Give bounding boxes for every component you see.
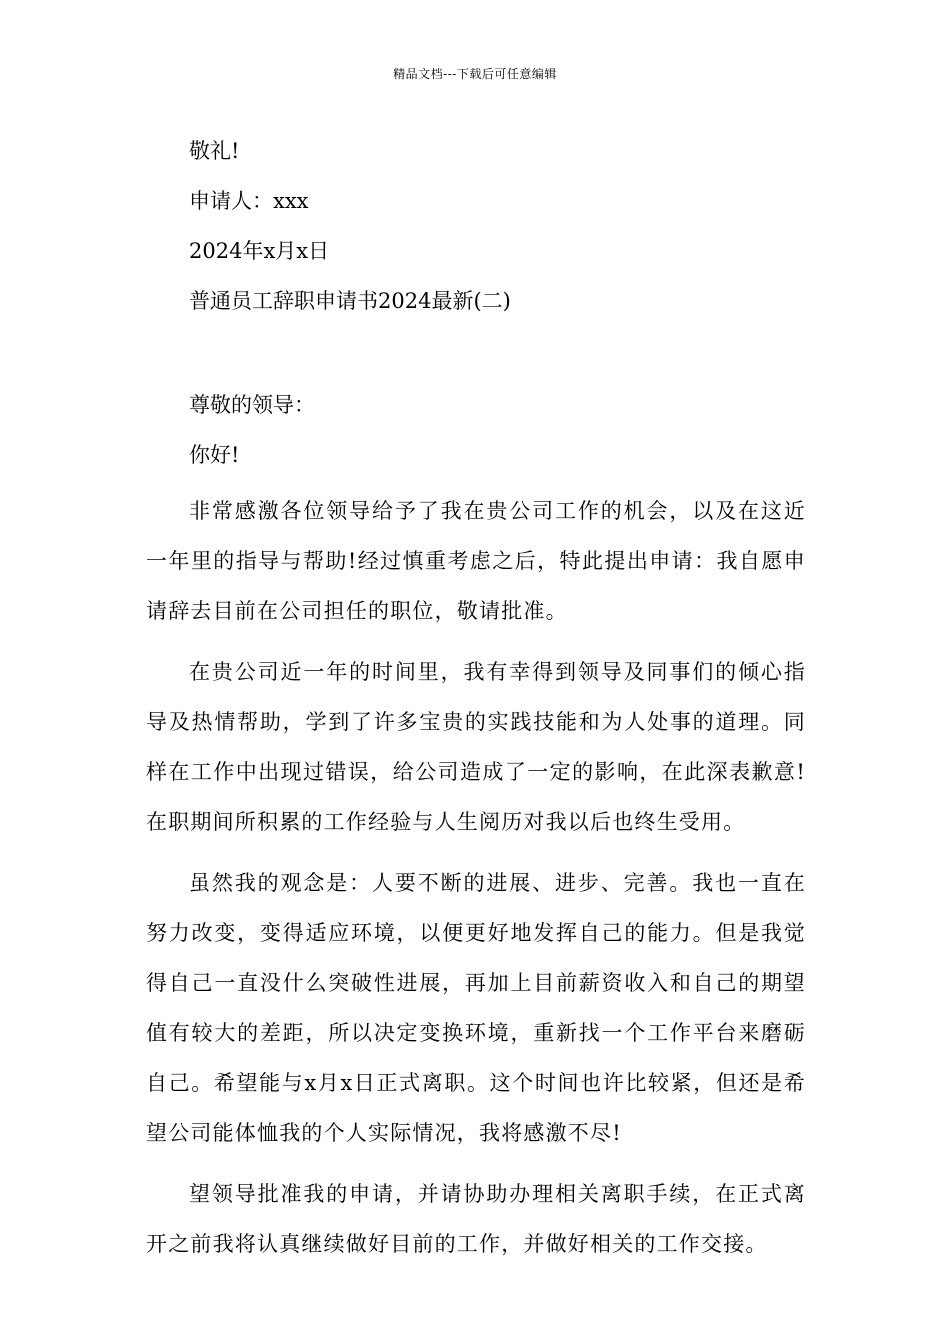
salutation-line: 尊敬的领导： bbox=[189, 393, 315, 417]
page-header: 精品文档---下载后可任意编辑 bbox=[393, 67, 557, 81]
blank-gap bbox=[146, 332, 806, 386]
body-paragraph: 在贵公司近一年的时间里，我有幸得到领导及同事们的倾心指导及热情帮助，学到了许多宝贵的实践技能和为人处事的道理。同样在工作中出现过错误，给公司造成了一定的影响，在此深表歉意!在职期间所积累的工作经验与人生阅历对我以后也终生受用。 bbox=[146, 660, 806, 834]
body-paragraph: 非常感激各位领导给予了我在贵公司工作的机会，以及在这近一年里的指导与帮助!经过慎重考虑之后，特此提出申请：我自愿申请辞去目前在公司担任的职位，敬请批准。 bbox=[146, 499, 806, 623]
greeting-line: 你好! bbox=[189, 443, 240, 467]
closing-line: 敬礼! bbox=[189, 139, 240, 163]
date-line: 2024年x月x日 bbox=[189, 239, 330, 263]
document-body bbox=[146, 132, 806, 1280]
letter-title: 普通员工辞职申请书2024最新(二) bbox=[189, 289, 511, 313]
applicant-line: 申请人：xxx bbox=[189, 189, 309, 213]
body-paragraph: 望领导批准我的申请，并请协助办理相关离职手续，在正式离开之前我将认真继续做好目前的工作，并做好相关的工作交接。 bbox=[146, 1182, 806, 1256]
body-paragraph: 虽然我的观念是：人要不断的进展、进步、完善。我也一直在努力改变，变得适应环境，以便更好地发挥自己的能力。但是我觉得自己一直没什么突破性进展，再加上目前薪资收入和自己的期望值有较大的差距，所以决定变换环境，重新找一个工作平台来磨砺自己。希望能与x月x日正式离职。这个时间也许比较紧，但还是希望公司能体恤我的个人实际情况，我将感激不尽! bbox=[146, 871, 806, 1145]
